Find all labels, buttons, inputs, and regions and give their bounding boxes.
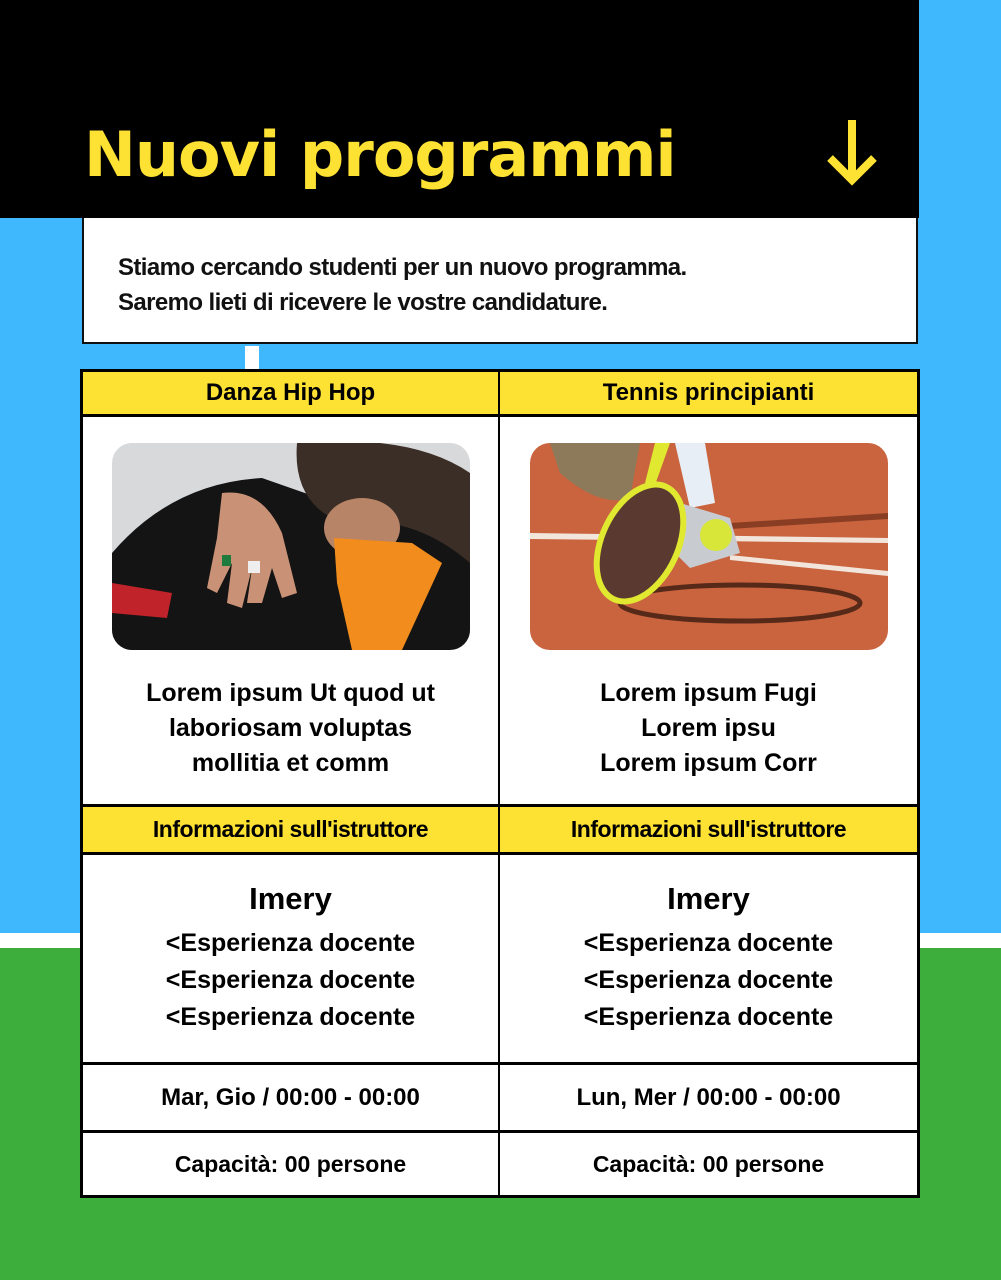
experience-line: <Esperienza docente bbox=[165, 1003, 416, 1031]
instructor-heading: Informazioni sull'istruttore bbox=[152, 816, 429, 842]
page-title: Nuovi programmi bbox=[84, 118, 676, 191]
intro-line-2: Saremo lieti di ricevere le vostre candidature. bbox=[118, 289, 608, 316]
description-line: Lorem ipsum Fugi bbox=[600, 679, 817, 707]
schedule-text: Lun, Mer / 00:00 - 00:00 bbox=[576, 1083, 841, 1111]
experience-line: <Esperienza docente bbox=[583, 966, 834, 994]
instructor-name: Imery bbox=[249, 881, 332, 916]
schedule-cell bbox=[500, 1065, 917, 1133]
description-line: Lorem ipsum Ut quod ut bbox=[146, 679, 435, 707]
program-title-cell bbox=[500, 372, 917, 417]
instructor-info-cell bbox=[500, 855, 917, 1065]
program-media-cell bbox=[83, 417, 500, 807]
capacity-text: Capacità: 00 persone bbox=[592, 1150, 825, 1177]
capacity-cell bbox=[83, 1133, 500, 1195]
header-band bbox=[0, 0, 919, 218]
instructor-heading-cell bbox=[83, 807, 500, 855]
program-title-hip-hop: Danza Hip Hop bbox=[205, 379, 376, 406]
experience-line: <Esperienza docente bbox=[583, 929, 834, 957]
connector-bar bbox=[245, 346, 259, 370]
capacity-cell bbox=[500, 1133, 917, 1195]
capacity-text: Capacità: 00 persone bbox=[174, 1150, 407, 1177]
schedule-cell bbox=[83, 1065, 500, 1133]
description-line: mollitia et comm bbox=[191, 749, 390, 777]
program-media-cell bbox=[500, 417, 917, 807]
instructor-heading: Informazioni sull'istruttore bbox=[570, 816, 847, 842]
intro-box bbox=[82, 218, 918, 344]
program-title-tennis: Tennis principianti bbox=[602, 379, 815, 406]
program-title-cell bbox=[83, 372, 500, 417]
program-table bbox=[80, 369, 920, 1198]
schedule-text: Mar, Gio / 00:00 - 00:00 bbox=[161, 1083, 420, 1111]
instructor-name: Imery bbox=[667, 881, 750, 916]
experience-line: <Esperienza docente bbox=[165, 929, 416, 957]
description-line: laboriosam voluptas bbox=[168, 714, 413, 742]
description-line: Lorem ipsum Corr bbox=[600, 749, 817, 777]
tennis-photo bbox=[530, 443, 888, 650]
hip-hop-photo bbox=[112, 443, 470, 650]
experience-line: <Esperienza docente bbox=[583, 1003, 834, 1031]
instructor-info-cell bbox=[83, 855, 500, 1065]
intro-text bbox=[118, 250, 687, 320]
description-line: Lorem ipsu bbox=[641, 714, 776, 742]
program-description bbox=[600, 676, 817, 781]
experience-line: <Esperienza docente bbox=[165, 966, 416, 994]
instructor-heading-cell bbox=[500, 807, 917, 855]
intro-line-1: Stiamo cercando studenti per un nuovo programma. bbox=[118, 254, 687, 281]
arrow-down-icon bbox=[826, 120, 878, 186]
program-description bbox=[146, 676, 435, 781]
